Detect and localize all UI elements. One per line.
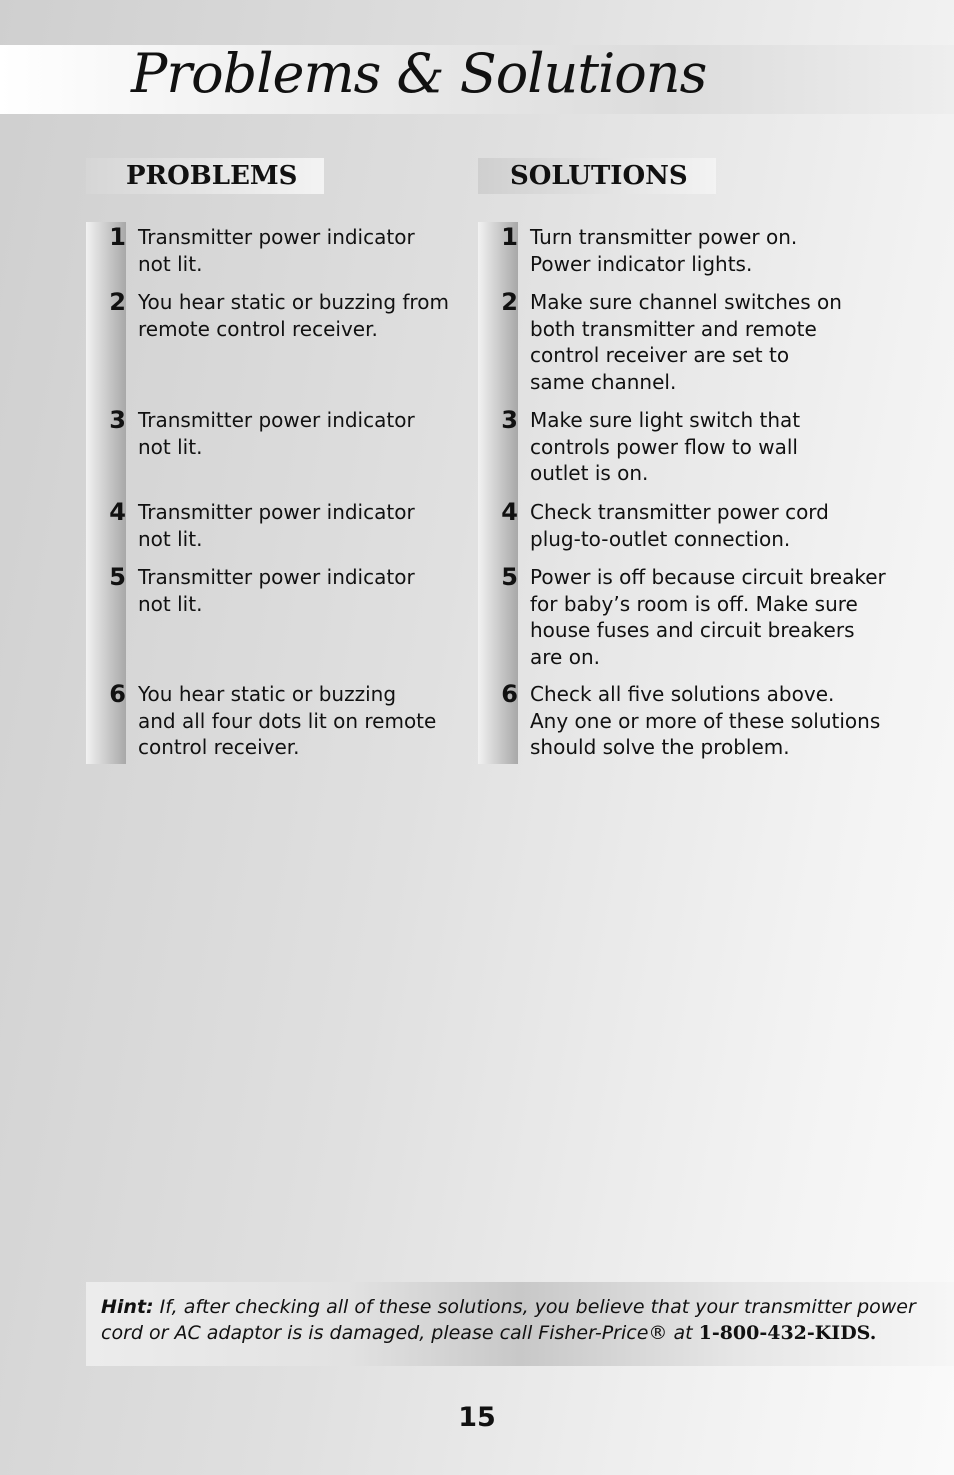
solution-text: Power is off because circuit breaker for baby’s room is off. Make sure house fuses and circuit breakers are on. [530,565,886,669]
solution-number: 6 [501,680,518,708]
solutions-heading: SOLUTIONS [478,158,716,194]
problem-number: 2 [109,288,126,316]
solution-text: Check all five solutions above. Any one or more of these solutions should solve the problem. [530,682,881,759]
problem-text: Transmitter power indicator not lit. [138,225,415,276]
hint-box [86,1282,954,1366]
solution-text: Make sure light switch that controls power flow to wall outlet is on. [530,408,801,485]
problems-heading: PROBLEMS [86,158,324,194]
problem-text: You hear static or buzzing from remote control receiver. [138,290,449,341]
solution-text: Check transmitter power cord plug-to-outlet connection. [530,500,829,551]
problem-number: 4 [109,498,126,526]
problem-text: Transmitter power indicator not lit. [138,565,415,616]
solution-number: 3 [501,406,518,434]
problem-number: 3 [109,406,126,434]
problem-number: 6 [109,680,126,708]
hint-body: If, after checking all of these solutions, you believe that your transmitter power cord or AC adaptor is is damaged, please call Fisher-Price® at [101,1296,916,1344]
solution-text: Make sure channel switches on both transmitter and remote control receiver are set to same channel. [530,290,842,394]
solution-text: Turn transmitter power on. Power indicator lights. [530,225,798,276]
solution-number: 4 [501,498,518,526]
page-title: Problems & Solutions [131,42,707,105]
solution-number: 2 [501,288,518,316]
hint-label: Hint: [101,1296,154,1318]
problem-number: 1 [109,223,126,251]
hint-phone-number: 1-800-432-KIDS. [698,1322,877,1344]
problem-text: Transmitter power indicator not lit. [138,500,415,551]
problem-text: You hear static or buzzing and all four dots lit on remote control receiver. [138,682,437,759]
hint-text [101,1294,941,1346]
problem-text: Transmitter power indicator not lit. [138,408,415,459]
solution-number: 1 [501,223,518,251]
solution-number: 5 [501,563,518,591]
problem-number: 5 [109,563,126,591]
page-number: 15 [458,1402,496,1433]
